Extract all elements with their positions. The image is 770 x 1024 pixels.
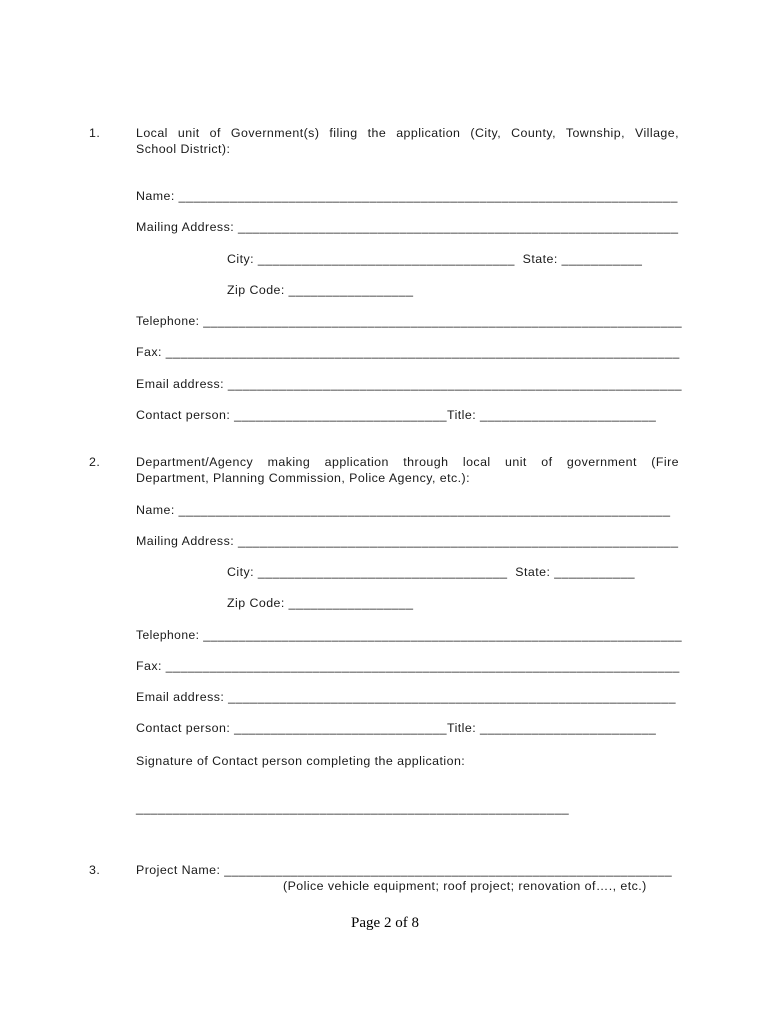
- section-1-mailing-address-field[interactable]: Mailing Address: ____________________________________________________________: [136, 220, 679, 234]
- section-2-contact-title-field[interactable]: Contact person: _____________________________Title: ________________________: [136, 721, 657, 735]
- section-1-fax-field[interactable]: Fax: ______________________________________________________________________: [136, 345, 680, 359]
- section-1-heading-line-1: Local unit of Government(s) filing the application (City, County, Township, Village,: [136, 126, 679, 140]
- section-1-number: 1.: [89, 126, 101, 140]
- section-1-name-field[interactable]: Name: ____________________________________________________________________: [136, 189, 678, 203]
- section-3-number: 3.: [89, 863, 101, 877]
- section-2-telephone-field[interactable]: Telephone: ___________________________________________________________________: [136, 628, 683, 642]
- signature-label: Signature of Contact person completing the application:: [136, 754, 466, 768]
- section-2-email-field[interactable]: Email address: _____________________________________________________________: [136, 690, 676, 704]
- section-2-mailing-address-field[interactable]: Mailing Address: ____________________________________________________________: [136, 534, 679, 548]
- page-number: Page 2 of 8: [351, 915, 419, 931]
- section-2-fax-field[interactable]: Fax: ______________________________________________________________________: [136, 659, 680, 673]
- section-1-contact-title-field[interactable]: Contact person: _____________________________Title: ________________________: [136, 408, 657, 422]
- section-1-telephone-field[interactable]: Telephone: ___________________________________________________________________: [136, 314, 683, 328]
- section-2-heading-line-2: Department, Planning Commission, Police Agency, etc.):: [136, 471, 470, 485]
- section-2-heading-line-1: Department/Agency making application through local unit of government (Fire: [136, 455, 679, 469]
- project-name-field[interactable]: Project Name: _____________________________________________________________: [136, 863, 673, 877]
- signature-line[interactable]: ___________________________________________________________: [136, 801, 570, 815]
- section-2-number: 2.: [89, 455, 101, 469]
- section-2-city-state-field[interactable]: City: __________________________________ State: ___________: [227, 565, 636, 579]
- section-1-email-field[interactable]: Email address: ______________________________________________________________: [136, 377, 682, 391]
- section-1-city-state-field[interactable]: City: ___________________________________ State: ___________: [227, 252, 643, 266]
- section-2-zip-code-field[interactable]: Zip Code: _________________: [227, 596, 414, 610]
- project-name-hint: (Police vehicle equipment; roof project; renovation of…., etc.): [283, 879, 647, 893]
- section-1-zip-code-field[interactable]: Zip Code: _________________: [227, 283, 414, 297]
- section-2-name-field[interactable]: Name: ___________________________________________________________________: [136, 503, 671, 517]
- section-1-heading-line-2: School District):: [136, 142, 231, 156]
